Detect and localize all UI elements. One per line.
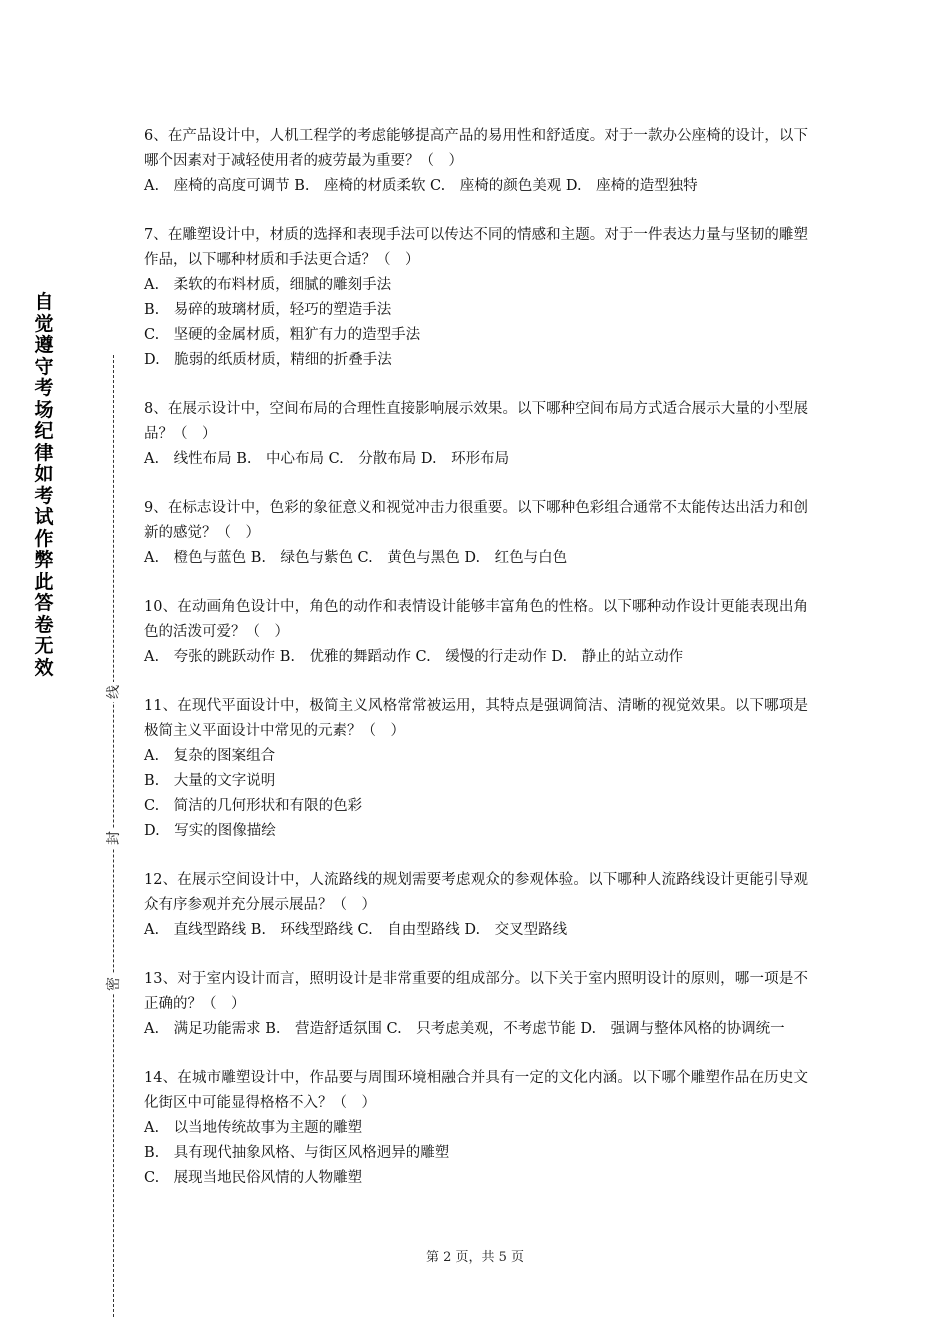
page-number: 第 2 页，共 5 页 <box>425 1250 525 1265</box>
seal-label-secret: 密 <box>102 974 126 994</box>
question-stem: 10、在动画角色设计中，角色的动作和表情设计能够丰富角色的性格。以下哪种动作设计更能表现出角色的活泼可爱？（ ） <box>144 599 808 640</box>
seal-label-seal: 封 <box>102 828 126 848</box>
question-11 <box>144 694 808 844</box>
question-9 <box>144 496 808 571</box>
question-8 <box>144 397 808 472</box>
option-c: C. 坚硬的金属材质，粗犷有力的造型手法 <box>144 327 421 343</box>
question-6 <box>144 124 808 199</box>
option-a: A. 复杂的图案组合 <box>144 748 276 764</box>
question-13 <box>144 967 808 1042</box>
option-a: A. 以当地传统故事为主题的雕塑 <box>144 1120 363 1136</box>
option-c: C. 简洁的几何形状和有限的色彩 <box>144 798 363 814</box>
question-stem: 7、在雕塑设计中，材质的选择和表现手法可以传达不同的情感和主题。对于一件表达力量与坚韧的雕塑作品，以下哪种材质和手法更合适？（ ） <box>144 227 808 268</box>
option-c: C. 展现当地民俗风情的人物雕塑 <box>144 1170 363 1186</box>
question-10 <box>144 595 808 670</box>
option-b: B. 具有现代抽象风格、与街区风格迥异的雕塑 <box>144 1145 450 1161</box>
question-stem: 6、在产品设计中，人机工程学的考虑能够提高产品的易用性和舒适度。对于一款办公座椅的设计，以下哪个因素对于减轻使用者的疲劳最为重要？（ ） <box>144 128 808 169</box>
option-d: D. 脆弱的纸质材质，精细的折叠手法 <box>144 352 392 368</box>
question-list <box>144 124 808 1215</box>
option-b: B. 易碎的玻璃材质，轻巧的塑造手法 <box>144 302 392 318</box>
question-stem: 8、在展示设计中，空间布局的合理性直接影响展示效果。以下哪种空间布局方式适合展示大量的小型展品？（ ） <box>144 401 808 442</box>
question-options: A. 橙色与蓝色 B. 绿色与紫色 C. 黄色与黑色 D. 红色与白色 <box>144 550 568 566</box>
option-a: A. 柔软的布料材质，细腻的雕刻手法 <box>144 277 392 293</box>
question-stem: 14、在城市雕塑设计中，作品要与周围环境相融合并具有一定的文化内涵。以下哪个雕塑作品在历史文化街区中可能显得格格不入？（ ） <box>144 1070 808 1111</box>
question-options: A. 满足功能需求 B. 营造舒适氛围 C. 只考虑美观，不考虑节能 D. 强调与整体风格的协调统一 <box>144 1021 785 1037</box>
option-d: D. 写实的图像描绘 <box>144 823 276 839</box>
seal-label-line: 线 <box>102 682 126 702</box>
question-12 <box>144 868 808 943</box>
question-options: A. 座椅的高度可调节 B. 座椅的材质柔软 C. 座椅的颜色美观 D. 座椅的造型独特 <box>144 178 698 194</box>
question-14 <box>144 1066 808 1191</box>
question-stem: 12、在展示空间设计中，人流路线的规划需要考虑观众的参观体验。以下哪种人流路线设计更能引导观众有序参观并充分展示展品？（ ） <box>144 872 808 913</box>
question-options: A. 直线型路线 B. 环线型路线 C. 自由型路线 D. 交叉型路线 <box>144 922 568 938</box>
question-stem: 11、在现代平面设计中，极简主义风格常常被运用，其特点是强调简洁、清晰的视觉效果。以下哪项是极简主义平面设计中常见的元素？（ ） <box>144 698 808 739</box>
question-stem: 13、对于室内设计而言，照明设计是非常重要的组成部分。以下关于室内照明设计的原则，哪一项是不正确的？（ ） <box>144 971 808 1012</box>
question-options: A. 线性布局 B. 中心布局 C. 分散布局 D. 环形布局 <box>144 451 510 467</box>
exam-discipline-warning: 自觉遵守考场纪律如考试作弊此答卷无效 <box>34 291 54 679</box>
question-stem: 9、在标志设计中，色彩的象征意义和视觉冲击力很重要。以下哪种色彩组合通常不太能传达出活力和创新的感觉？（ ） <box>144 500 808 541</box>
question-options: A. 夸张的跳跃动作 B. 优雅的舞蹈动作 C. 缓慢的行走动作 D. 静止的站立动作 <box>144 649 684 665</box>
option-b: B. 大量的文字说明 <box>144 773 276 789</box>
question-7 <box>144 223 808 373</box>
